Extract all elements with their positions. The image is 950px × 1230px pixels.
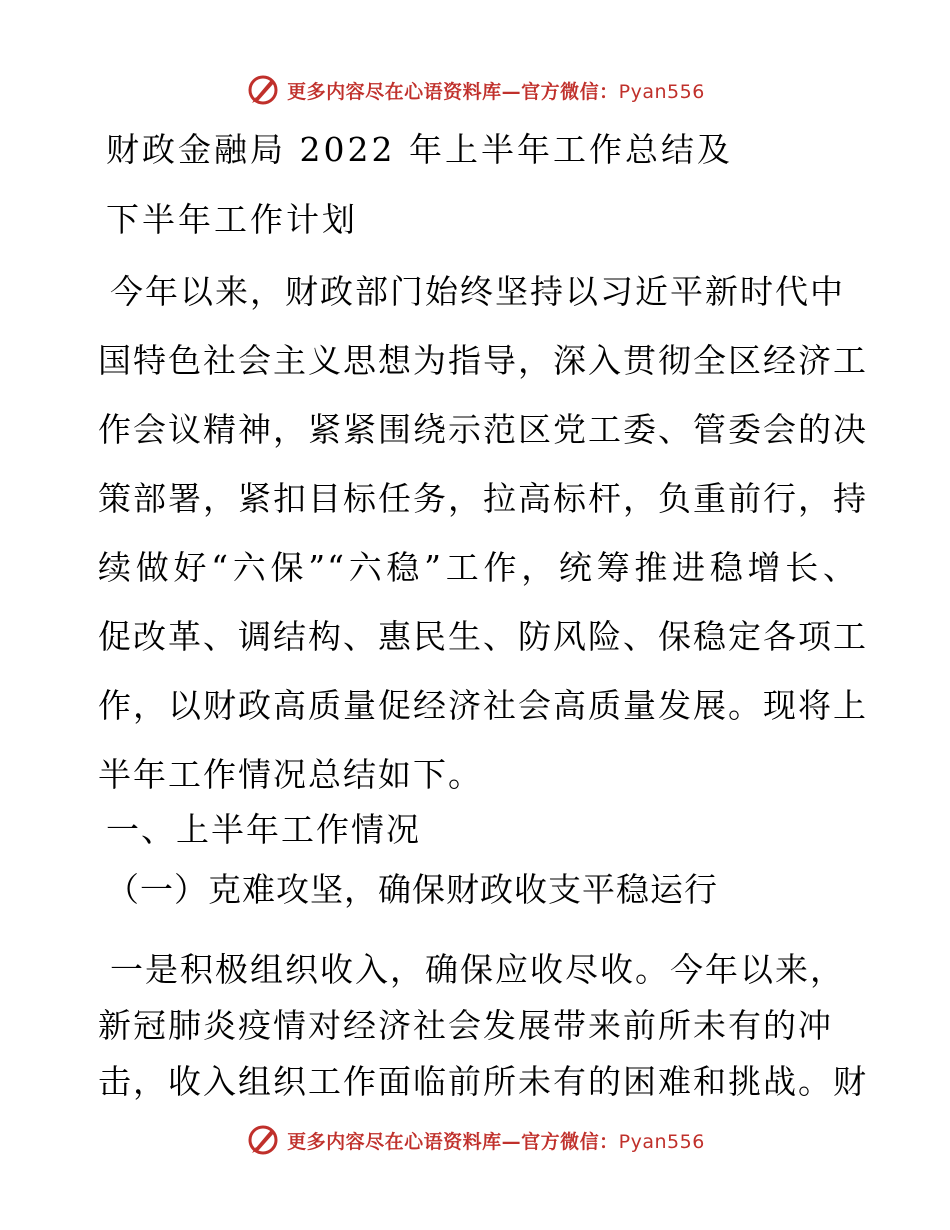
intro-paragraph-line: 促改革、调结构、惠民生、防风险、保稳定各项工 <box>98 617 868 656</box>
banner-text: 更多内容尽在心语资料库—官方微信：Pyan556 <box>287 80 705 103</box>
paragraph-line: 一是积极组织收入，确保应收尽收。今年以来， <box>110 950 845 989</box>
intro-paragraph-line: 作，以财政高质量促经济社会高质量发展。现将上 <box>98 686 868 725</box>
document-title-line-1: 财政金融局 2022 年上半年工作总结及 <box>106 130 733 169</box>
wechat-id: Pyan556 <box>618 1130 705 1153</box>
quill-pen-logo-icon <box>245 1122 281 1158</box>
wechat-id: Pyan556 <box>618 80 705 103</box>
intro-paragraph-line: 国特色社会主义思想为指导，深入贯彻全区经济工 <box>98 341 868 380</box>
intro-paragraph-line: 续做好“六保”“六稳”工作，统筹推进稳增长、 <box>98 548 858 587</box>
intro-paragraph-line: 策部署，紧扣目标任务，拉高标杆，负重前行，持 <box>98 479 868 518</box>
intro-paragraph-line: 半年工作情况总结如下。 <box>98 755 483 794</box>
quill-pen-logo-icon <box>245 72 281 108</box>
footer-watermark-banner <box>0 1122 950 1158</box>
paragraph-line: 新冠肺炎疫情对经济社会发展带来前所未有的冲 <box>98 1006 833 1045</box>
intro-paragraph-line: 今年以来，财政部门始终坚持以习近平新时代中 <box>110 272 845 311</box>
document-title-line-2: 下半年工作计划 <box>106 200 358 239</box>
paragraph-line: 击，收入组织工作面临前所未有的困难和挑战。财 <box>98 1062 868 1101</box>
subsection-heading: （一）克难攻坚，确保财政收支平稳运行 <box>106 870 718 909</box>
header-watermark-banner <box>0 72 950 108</box>
intro-paragraph-line: 作会议精神，紧紧围绕示范区党工委、管委会的决 <box>98 410 868 449</box>
section-heading: 一、上半年工作情况 <box>106 810 421 849</box>
banner-text: 更多内容尽在心语资料库—官方微信：Pyan556 <box>287 1130 705 1153</box>
